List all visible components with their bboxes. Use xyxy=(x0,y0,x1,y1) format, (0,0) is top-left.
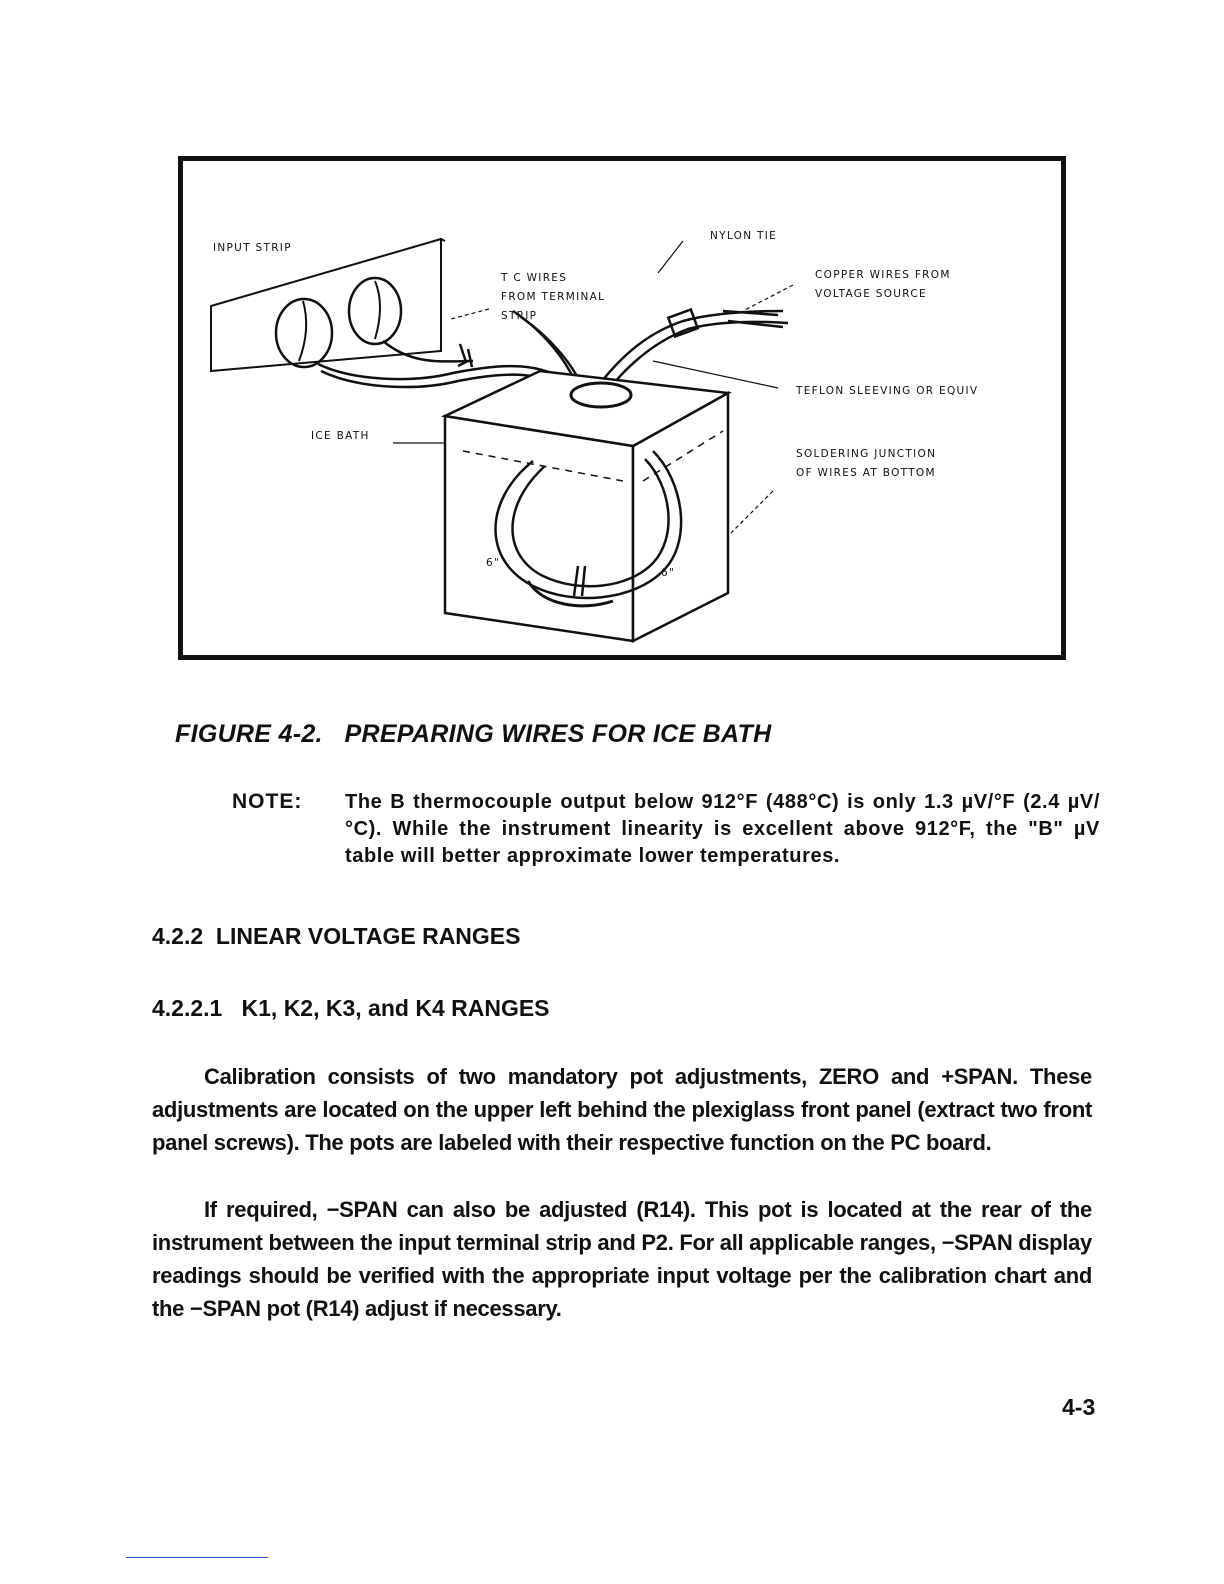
soldering-label-1: SOLDERING JUNCTION xyxy=(796,448,937,460)
paragraph-span: If required, −SPAN can also be adjusted (R14). This pot is located at the rear of the instrument between the input terminal strip and P2. For all applicable ranges, −SPAN display readings should be verified with the appropriate input voltage per the calibration chart and the −SPAN pot (R14) adjust if necessary. xyxy=(152,1197,1092,1321)
ice-bath-label: ICE BATH xyxy=(311,430,370,442)
note-label: NOTE: xyxy=(232,790,303,813)
page-number: 4-3 xyxy=(1062,1394,1096,1420)
tc-wires-label-2: FROM TERMINAL xyxy=(501,291,606,303)
teflon-label: TEFLON SLEEVING OR EQUIV xyxy=(796,385,979,397)
tc-wires-label-1: T C WIRES xyxy=(501,272,568,284)
dim-right-label: 6" xyxy=(661,567,676,579)
nylon-tie-label: NYLON TIE xyxy=(710,230,778,242)
section-heading: 4.2.2 LINEAR VOLTAGE RANGES xyxy=(152,923,521,949)
soldering-label-2: OF WIRES AT BOTTOM xyxy=(796,467,936,479)
tc-wires-label-3: STRIP xyxy=(501,310,538,322)
subsection-heading: 4.2.2.1 K1, K2, K3, and K4 RANGES xyxy=(152,995,550,1021)
ice-bath-cube xyxy=(445,371,728,641)
input-strip-drawing xyxy=(211,239,445,371)
figure-caption: FIGURE 4-2. PREPARING WIRES FOR ICE BATH xyxy=(175,720,772,748)
input-strip-label: INPUT STRIP xyxy=(213,242,292,254)
dim-left-label: 6" xyxy=(486,557,501,569)
ice-bath-diagram xyxy=(183,161,1061,655)
note-text: The B thermocouple output below 912°F (488°C) is only 1.3 µV/°F (2.4 µV/°C). While the instrument linearity is excellent above 912°F, the "B" µV table will better approximate lower temperatures. xyxy=(345,791,1100,867)
copper-wires-label-1: COPPER WIRES FROM xyxy=(815,269,951,281)
paragraph-calibration: Calibration consists of two mandatory pot adjustments, ZERO and +SPAN. These adjustments are located on the upper left behind the plexiglass front panel (extract two front panel screws). The pots are labeled with their respective function on the PC board. xyxy=(152,1064,1092,1155)
footer-rule xyxy=(126,1557,268,1558)
copper-wires-label-2: VOLTAGE SOURCE xyxy=(815,288,927,300)
figure-frame xyxy=(178,156,1066,660)
